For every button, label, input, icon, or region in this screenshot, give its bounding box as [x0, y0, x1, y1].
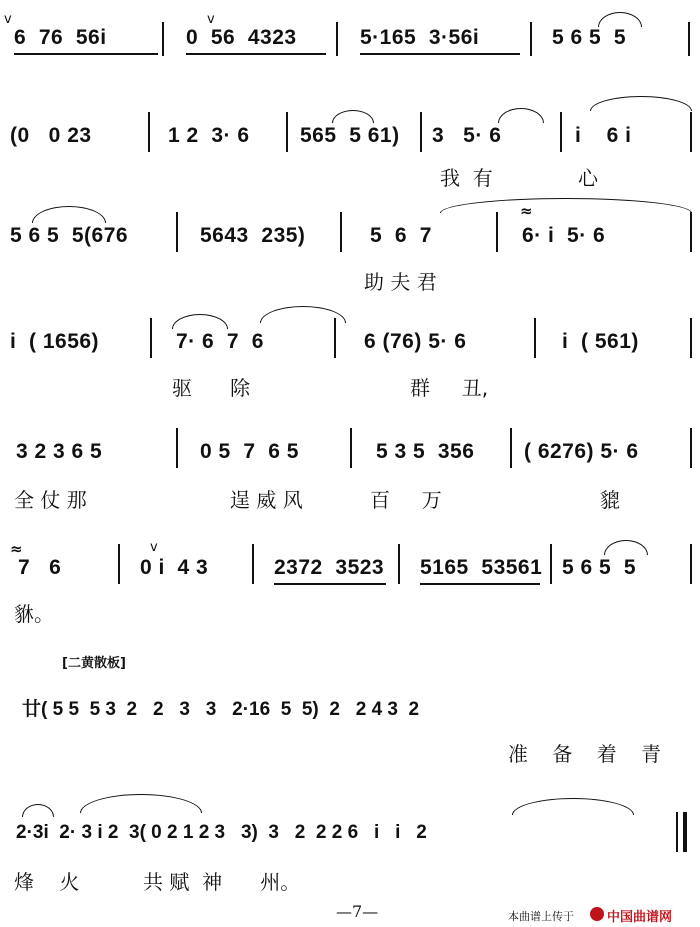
slur — [604, 540, 648, 555]
measure-notes: i ( 561) — [562, 330, 639, 353]
measure-notes: 5 3 5 356 — [376, 440, 475, 463]
bar-line — [530, 22, 532, 56]
measure-notes: 7· 6 7 6 — [176, 330, 264, 353]
slur — [598, 12, 642, 27]
slur — [512, 798, 634, 815]
bar-line — [510, 428, 512, 468]
lyric-text: 助 夫 君 — [364, 270, 437, 294]
bar-line — [176, 428, 178, 468]
beam-line — [274, 583, 386, 585]
measure-notes: (0 0 23 — [10, 124, 92, 147]
bar-line — [118, 544, 120, 584]
bar-line — [148, 112, 150, 152]
slur — [22, 804, 54, 817]
measure-notes: 565 5 61) — [300, 124, 400, 147]
bar-line — [690, 318, 692, 358]
bar-line — [690, 112, 692, 152]
bar-line — [350, 428, 352, 468]
trill-mark: ≈ — [10, 540, 23, 558]
breath-mark: v — [207, 12, 215, 27]
lyric-text: 百 万 — [370, 488, 442, 512]
measure-notes: 0 56 4323 — [186, 26, 297, 49]
bar-line — [176, 212, 178, 252]
bar-line — [690, 428, 692, 468]
measure-notes: 7 6 — [18, 556, 62, 579]
bar-line — [162, 22, 164, 56]
slur — [332, 110, 374, 123]
measure-notes: 2·3i 2· 3 i 2 3( 0 2 1 2 3 3) 3 2 2 2 6 i i 2 — [16, 822, 427, 843]
bar-line — [340, 212, 342, 252]
measure-notes: 5 6 5 5(676 — [10, 224, 129, 247]
bar-line — [550, 544, 552, 584]
bar-line — [676, 812, 678, 852]
measure-notes: 5643 235) — [200, 224, 306, 247]
site-logo-icon — [590, 907, 604, 921]
slur — [80, 794, 202, 813]
measure-notes: 5 6 5 5 — [552, 26, 627, 49]
measure-notes: 0 5 7 6 5 — [200, 440, 299, 463]
measure-notes: 5165 53561 — [420, 556, 543, 579]
measure-notes: i ( 1656) — [10, 330, 100, 353]
measure-notes: 6 76 56i — [14, 26, 107, 49]
lyric-text: 全 仗 那 — [14, 488, 87, 512]
beam-line — [186, 53, 326, 55]
breath-mark: v — [150, 540, 158, 555]
page-number: —7— — [336, 902, 379, 921]
measure-notes: 5 6 7 — [370, 224, 432, 247]
final-bar-line — [683, 812, 687, 852]
bar-line — [150, 318, 152, 358]
measure-notes: 0 i 4 3 — [140, 556, 209, 579]
bar-line — [336, 22, 338, 56]
bar-line — [420, 112, 422, 152]
bar-line — [398, 544, 400, 584]
slur — [32, 206, 106, 223]
lyric-text: 心 — [578, 166, 598, 190]
slur — [590, 96, 692, 111]
measure-notes: ( 6276) 5· 6 — [524, 440, 639, 463]
bar-line — [252, 544, 254, 584]
lyric-text: 貔 — [600, 488, 620, 512]
measure-notes: 廿( 5 5 5 3 2 2 3 3 2·16 5 5) 2 2 4 3 2 — [22, 699, 420, 720]
measure-notes: 3 2 3 6 5 — [16, 440, 103, 463]
beam-line — [14, 53, 158, 55]
measure-notes: 6· i 5· 6 — [522, 224, 606, 247]
lyric-text: 貅。 — [14, 602, 54, 626]
lyric-text: 逞 威 风 — [230, 488, 303, 512]
measure-notes: 2372 3523 — [274, 556, 385, 579]
slur — [172, 314, 228, 329]
bar-line — [496, 212, 498, 252]
measure-notes: i 6 i — [575, 124, 632, 147]
beam-line — [420, 583, 540, 585]
measure-notes: 6 (76) 5· 6 — [364, 330, 467, 353]
breath-mark: v — [4, 12, 12, 27]
beam-line — [360, 53, 520, 55]
measure-notes: 3 5· 6 — [432, 124, 502, 147]
bar-line — [334, 318, 336, 358]
slur — [498, 108, 544, 123]
lyric-text: 驱 除 — [172, 376, 251, 400]
measure-notes: 5 6 5 5 — [562, 556, 637, 579]
slur — [440, 198, 692, 213]
measure-notes: 5·165 3·56i — [360, 26, 480, 49]
lyric-text: 我 有 — [440, 166, 493, 190]
lyric-text: 群 丑, — [410, 376, 489, 400]
measure-notes: 1 2 3· 6 — [168, 124, 250, 147]
section-label: [二黄散板] — [62, 656, 126, 671]
trill-mark: ≈ — [520, 202, 533, 220]
lyric-text: 准 备 着 青 — [508, 742, 671, 766]
bar-line — [560, 112, 562, 152]
lyric-text: 烽 火 共 赋 神 州。 — [14, 870, 301, 894]
bar-line — [286, 112, 288, 152]
bar-line — [534, 318, 536, 358]
bar-line — [688, 22, 690, 56]
bar-line — [690, 544, 692, 584]
upload-note: 本曲谱上传于 — [508, 910, 574, 923]
bar-line — [690, 212, 692, 252]
site-name: 中国曲谱网 — [607, 910, 673, 925]
